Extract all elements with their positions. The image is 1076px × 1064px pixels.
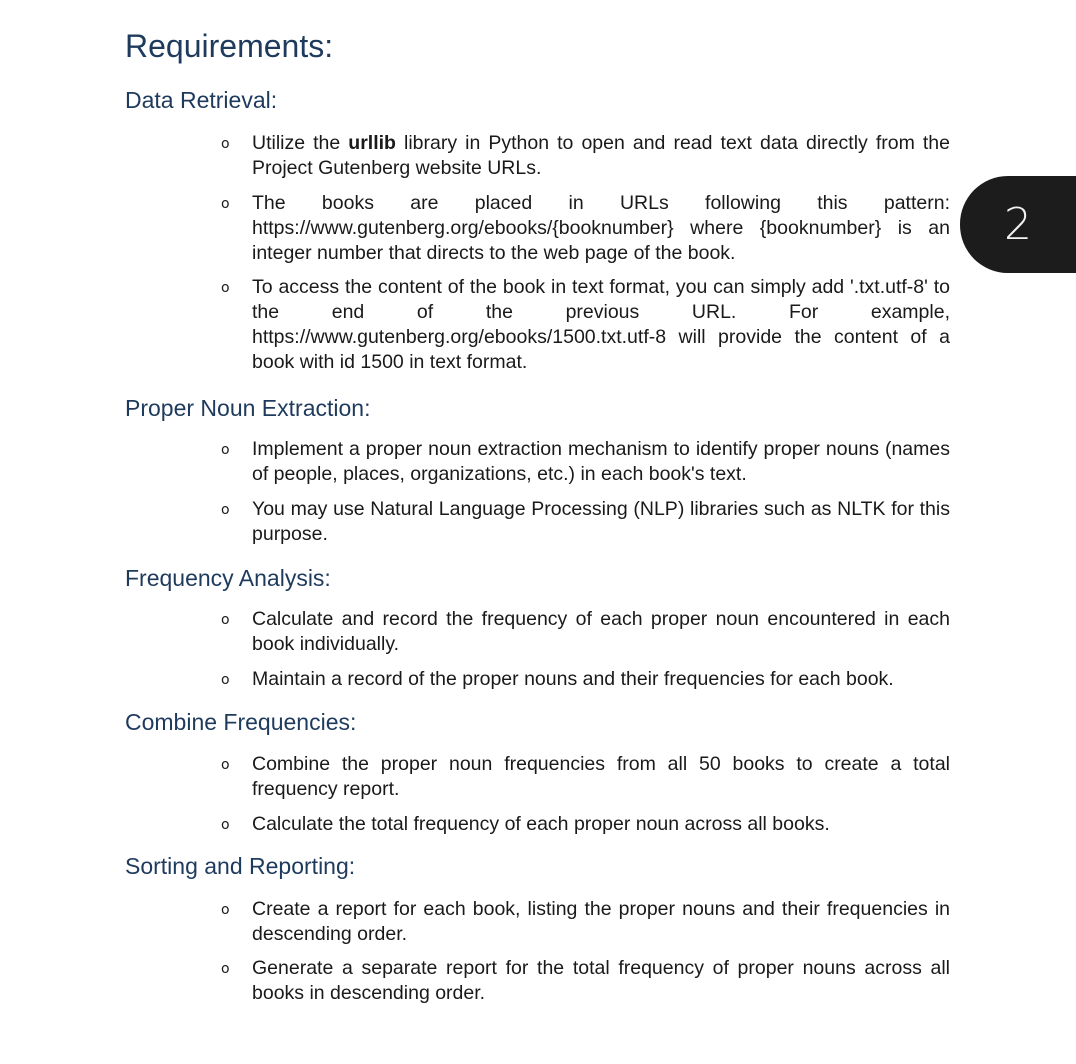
list-item-maintain-record: Maintain a record of the proper nouns and their frequencies for each book.	[252, 668, 894, 690]
list-item-extraction: Implement a proper noun extraction mechanism to identify proper nouns (names of people, places, organizations, etc.) in each book's text.	[252, 438, 950, 485]
list-item-urllib	[252, 131, 950, 181]
list-item-combine: Combine the proper noun frequencies from all 50 books to create a total frequency report.	[252, 753, 950, 800]
bullet-icon: o	[221, 196, 230, 212]
section-heading-sorting-reporting: Sorting and Reporting:	[125, 853, 356, 879]
list-item-total-report: Generate a separate report for the total frequency of proper nouns across all books in descending order.	[252, 957, 950, 1004]
bullet-icon: o	[221, 961, 230, 977]
page-title: Requirements:	[125, 28, 334, 64]
bullet-icon: o	[221, 136, 230, 152]
section-heading-data-retrieval: Data Retrieval:	[125, 87, 278, 113]
page-number-badge	[960, 176, 1076, 273]
bullet-icon: o	[221, 612, 230, 628]
list-item-bold-text: urllib	[348, 132, 396, 154]
section-heading-combine-frequencies: Combine Frequencies:	[125, 709, 357, 735]
list-item-book-report: Create a report for each book, listing the proper nouns and their frequencies in descending order.	[252, 898, 950, 945]
bullet-icon: o	[221, 817, 230, 833]
section-heading-frequency-analysis: Frequency Analysis:	[125, 565, 331, 591]
bullet-icon: o	[221, 672, 230, 688]
list-item-total-frequency: Calculate the total frequency of each proper noun across all books.	[252, 813, 830, 835]
bullet-icon: o	[221, 757, 230, 773]
list-item-text-format: To access the content of the book in text format, you can simply add '.txt.utf-8' to the end of the previous URL. For example, https://www.gutenberg.org/ebooks/1500.txt.utf-8 will provide the content of a book with id 1500 in text format.	[252, 276, 950, 373]
bullet-icon: o	[221, 902, 230, 918]
list-item-text: Utilize the	[252, 132, 349, 154]
list-item-nlp: You may use Natural Language Processing (NLP) libraries such as NLTK for this purpose.	[252, 498, 950, 545]
bullet-icon: o	[221, 280, 230, 296]
list-item-url-pattern: The books are placed in URLs following this pattern: https://www.gutenberg.org/ebooks/{booknumber} where {booknumber} is an integer number that directs to the web page of the book.	[252, 192, 950, 264]
bullet-icon: o	[221, 442, 230, 458]
list-item-calculate-frequency: Calculate and record the frequency of each proper noun encountered in each book individually.	[252, 608, 950, 655]
list-item-text: library in Python to open and read text data directly from the Project Gutenberg website URLs.	[252, 132, 950, 179]
bullet-icon: o	[221, 502, 230, 518]
section-heading-proper-noun-extraction: Proper Noun Extraction:	[125, 395, 371, 421]
page-number: 2	[1004, 199, 1032, 250]
